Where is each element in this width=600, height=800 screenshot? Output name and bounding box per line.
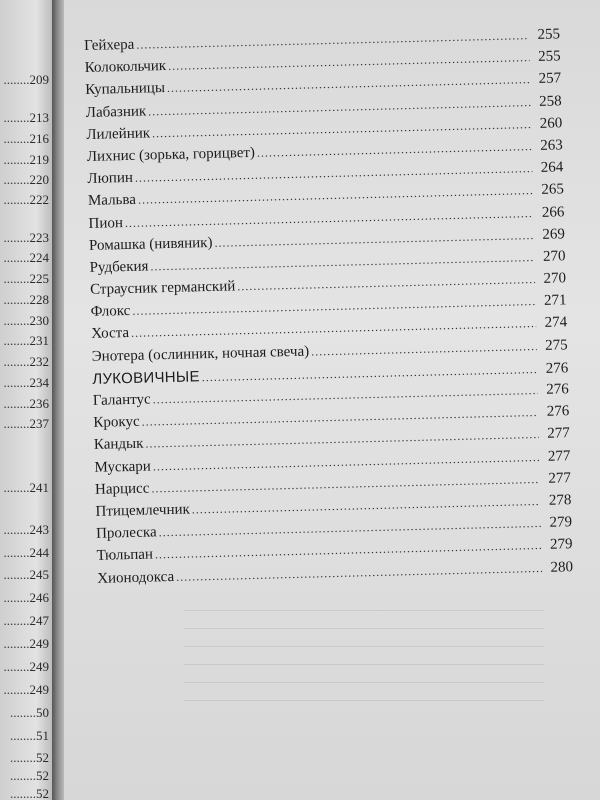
- toc-entry-title: Ромашка (нивяник): [88, 234, 213, 254]
- toc-entry-title: Флокс: [90, 303, 131, 321]
- left-page-number: ........ 213: [4, 110, 50, 126]
- left-page-number: ........ 246: [4, 590, 50, 606]
- left-page-number: ........ 228: [4, 292, 50, 308]
- show-through-text: [184, 610, 544, 710]
- book-page: [64, 0, 600, 800]
- dot-leader: [311, 339, 537, 360]
- toc-entry-title: Лихнис (зорька, горицвет): [86, 144, 256, 165]
- toc-entry-page: 269: [542, 225, 566, 243]
- left-page-number: ........ 216: [4, 131, 50, 147]
- left-page-number: ........ 236: [4, 396, 50, 412]
- toc-entry-title: ЛУКОВИЧНЫЕ: [92, 368, 201, 388]
- toc-entry-page: 275: [544, 336, 568, 354]
- toc-entry-title: Хоста: [91, 325, 130, 343]
- left-page-number: ........ 219: [4, 152, 50, 168]
- toc-entry-page: 277: [547, 425, 571, 443]
- toc-entry-page: 260: [539, 115, 563, 132]
- left-page-number: ........ 245: [4, 567, 50, 583]
- left-page-number: ........ 249: [4, 659, 50, 675]
- toc-entry-page: 265: [541, 181, 565, 199]
- toc-entry-page: 270: [542, 248, 566, 265]
- toc-entry-title: Купальницы: [85, 80, 166, 99]
- toc-entry-title: Галантус: [92, 391, 151, 409]
- toc-entry-title: Нарцисс: [94, 480, 150, 498]
- toc-entry-page: 280: [550, 558, 574, 576]
- left-page-number: ........ 224: [4, 250, 50, 266]
- toc-entry-title: Пролеска: [95, 524, 157, 542]
- left-page-number: ........ 51: [10, 728, 49, 744]
- toc-entry-page: 276: [546, 381, 569, 398]
- toc-entry-page: 276: [545, 360, 569, 377]
- left-page: [0, 0, 52, 800]
- left-page-number: ........ 52: [10, 750, 49, 766]
- toc-entry-title: Птицемлечник: [95, 501, 190, 520]
- toc-entry-page: 270: [543, 270, 567, 287]
- toc-entry-page: 277: [547, 447, 571, 465]
- left-page-number: ........ 225: [4, 271, 50, 287]
- toc-entry-page: 263: [540, 137, 563, 154]
- toc-entry-title: Мускари: [94, 458, 152, 476]
- toc-entry-title: Лилейник: [86, 125, 151, 143]
- toc-entry-page: 258: [538, 92, 562, 110]
- toc-entry-page: 266: [541, 203, 565, 221]
- left-page-number: ........ 243: [4, 522, 50, 538]
- toc-entry-title: Рудбекия: [89, 258, 149, 276]
- toc-entry-title: Пион: [88, 214, 124, 232]
- toc-entry-title: Хионодокса: [97, 568, 175, 587]
- toc-entry-page: 276: [546, 403, 570, 420]
- left-page-number: ........ 237: [4, 416, 50, 432]
- left-page-number: ........ 249: [4, 636, 50, 652]
- toc-entry-title: Колокольчик: [84, 58, 167, 77]
- left-page-number: ........ 223: [4, 230, 50, 246]
- left-page-number: ........ 220: [4, 172, 50, 188]
- toc-entry-page: 271: [543, 292, 567, 310]
- left-page-number: ........ 232: [4, 354, 50, 370]
- left-page-number: ........ 222: [4, 192, 50, 208]
- toc-entry-page: 257: [538, 70, 562, 88]
- left-page-number: ........ 234: [4, 375, 50, 391]
- left-page-number: ........ 249: [4, 682, 50, 698]
- toc-entry-page: 279: [549, 536, 573, 554]
- toc-entry-title: Гейхера: [84, 36, 135, 54]
- toc-entry-page: 255: [537, 48, 561, 66]
- left-page-number: ........ 231: [4, 333, 50, 349]
- left-page-number: ........ 52: [10, 768, 49, 784]
- toc-entry-page: 279: [549, 514, 573, 531]
- toc-entry-page: 278: [548, 492, 572, 509]
- toc-entry-page: 264: [540, 159, 564, 177]
- left-page-number: ........ 50: [10, 705, 49, 721]
- toc-entry-title: Энотера (ослинник, ночная свеча): [91, 343, 310, 365]
- toc-entry-title: Крокус: [93, 413, 140, 432]
- left-page-number: ........ 209: [4, 72, 50, 88]
- toc-entry-title: Лабазник: [85, 103, 147, 121]
- left-page-number: ........ 52: [10, 786, 49, 800]
- toc-entry-title: Тюльпан: [96, 546, 154, 565]
- toc-entry-page: 277: [548, 469, 572, 487]
- toc-entry-title: Мальва: [87, 192, 137, 210]
- toc-entry-page: 255: [537, 26, 561, 43]
- left-page-number: ........ 230: [4, 313, 50, 329]
- toc-entry-title: Кандык: [93, 436, 144, 454]
- toc-entry-title: Люпин: [87, 169, 134, 188]
- left-page-number: ........ 241: [4, 480, 50, 496]
- left-page-number: ........ 247: [4, 613, 50, 629]
- toc-entry-page: 274: [544, 314, 568, 332]
- left-page-number: ........ 244: [4, 545, 50, 561]
- table-of-contents: [84, 26, 573, 592]
- toc-entry-title: Страусник германский: [89, 278, 236, 298]
- dot-leader: [136, 28, 529, 53]
